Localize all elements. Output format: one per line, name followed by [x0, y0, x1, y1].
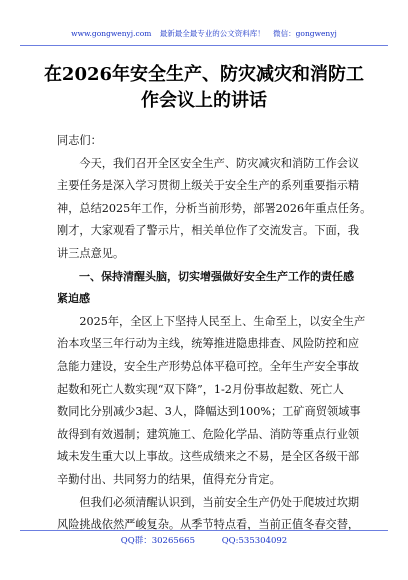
page-footer [20, 533, 388, 549]
paragraph-line: 今天，我们召开全区安全生产、防灾减灾和消防工作会议 [57, 156, 360, 170]
paragraph-line: 讲三点意见。 [57, 246, 125, 260]
paragraph-line: 刚才，大家观看了警示片，相关单位作了交流发言。下面，我 [57, 224, 360, 238]
header-wechat: 微信：gongwenyj [273, 29, 337, 38]
paragraph-line: 治本攻坚三年行动为主线，统筹推进隐患排查、风险防控和应 [57, 337, 360, 351]
footer-qq-contact: QQ:535304092 [221, 536, 288, 546]
document-body [57, 130, 372, 537]
salutation: 同志们： [57, 134, 102, 147]
header-site-link[interactable]: www.gongwenyj.com [71, 29, 152, 38]
header-slogan: 最新最全最专业的公文资料库！ [159, 29, 265, 38]
footer-divider [20, 530, 388, 531]
paragraph-line: 辛勤付出、共同努力的结果，值得充分肯定。 [57, 472, 281, 486]
title-line-2: 作会议上的讲话 [141, 90, 267, 111]
title-line-1: 在2026年安全生产、防灾减灾和消防工 [43, 64, 365, 85]
footer-qq-group: QQ群：30265665 [120, 536, 195, 546]
page-header [20, 26, 388, 42]
paragraph-line: 急能力建设，安全生产形势总体平稳可控。全年生产安全事故 [57, 359, 360, 373]
header-divider [20, 45, 388, 46]
paragraph-line: 域未发生重大以上事故。这些成绩来之不易，是全区各级干部 [57, 450, 360, 464]
section-heading-line: 一、保持清醒头脑，切实增强做好安全生产工作的责任感 [57, 269, 354, 283]
section-heading-line: 紧迫感 [57, 292, 90, 306]
paragraph-line: 数同比分别减少3起、3人，降幅达到100%；工矿商贸领域事 [57, 405, 361, 419]
paragraph-line: 神，总结2025年工作，分析当前形势，部署2026年重点任务。 [57, 201, 372, 215]
paragraph-line: 主要任务是深入学习贯彻上级关于安全生产的系列重要指示精 [57, 179, 360, 193]
paragraph-line: 故得到有效遏制；建筑施工、危险化学品、消防等重点行业领 [57, 427, 360, 441]
paragraph-line: 起数和死亡人数实现“双下降”，1-2月份事故起数、死亡人 [57, 382, 344, 396]
document-title [40, 62, 368, 114]
paragraph-line: 2025年，全区上下坚持人民至上、生命至上，以安全生产 [57, 314, 366, 328]
paragraph-line: 风险挑战依然严峻复杂。从季节特点看，当前正值冬春交替， [57, 518, 360, 532]
paragraph-line: 但我们必须清醒认识到，当前安全生产仍处于爬坡过坎期 [57, 495, 360, 509]
